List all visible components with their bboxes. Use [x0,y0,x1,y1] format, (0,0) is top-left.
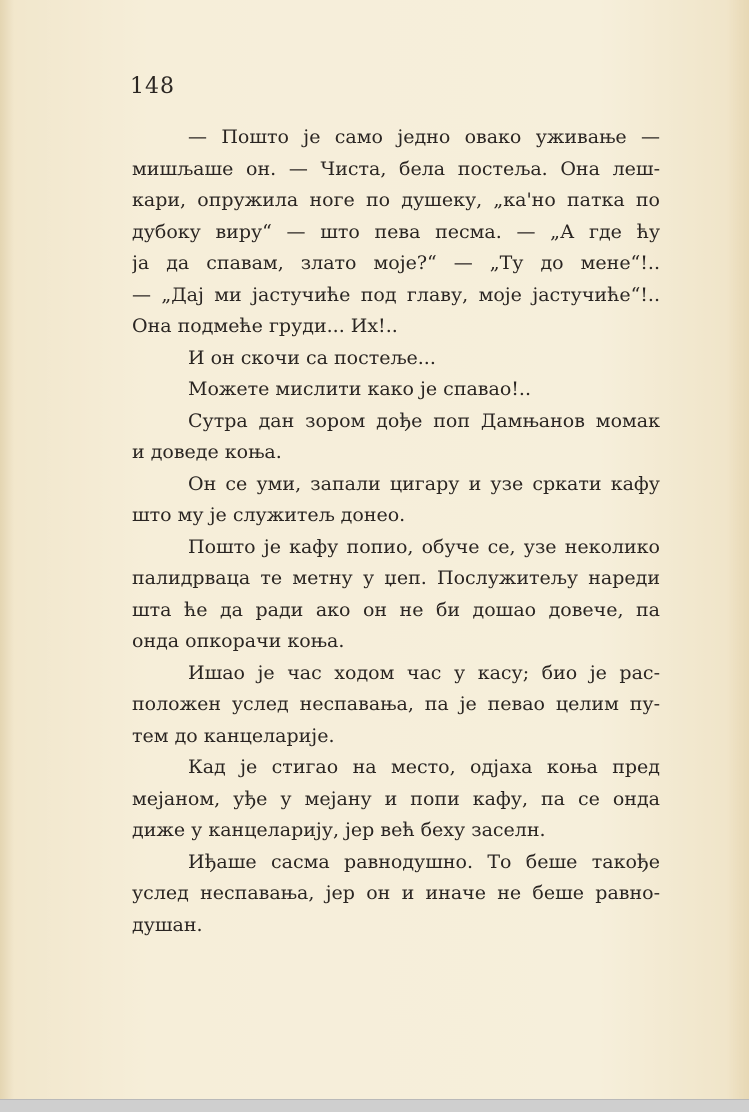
text-line: Она подмеће груди... Их!.. [132,315,398,337]
text-line: шта ће да ради ако он не би дошао довече, па [132,598,660,621]
text-line: Он се уми, запали цигару и узе сркати кафу [188,472,660,495]
text-line: Кад је стигао на место, одјаха коња пред [188,756,660,778]
text-line: мишљаше он. — Чиста, бела постеља. Она леш- [132,157,660,180]
text-line: — Пошто је само једно овако уживање — [188,126,660,148]
text-line: тем до канцеларије. [132,724,335,747]
text-line: палидрваца те метну у џеп. Послужитељу нареди [132,567,660,589]
page-left-shadow [0,0,14,1112]
text-line: и доведе коња. [132,441,282,463]
text-line: Пошто је кафу попио, обуче се, узе неколико [188,535,660,558]
page-number: 148 [130,74,175,99]
text-line: ја да спавам, злато моје?“ — „Ту до мене“!.. [132,252,660,274]
text-line: И он скочи са постеље... [188,346,436,369]
text-line: што му је служитељ донео. [132,504,406,526]
text-line: Можете мислити како је спавао!.. [188,378,531,400]
text-line: положен услед неспавања, па је певао целим пу- [132,693,660,715]
text-line: услед неспавања, јер он и иначе не беше равно- [132,882,660,904]
text-line: кари, опружила ноге по душеку, „ка'но патка по [132,189,660,211]
text-line: — „Дај ми јастучиће под главу, моје јастучиће“!.. [132,283,660,306]
text-line: дубоку виру“ — што пева песма. — „А где ћу [132,220,660,243]
text-line: Иђаше сасма равнодушно. То беше такође [188,850,660,873]
scan-bottom-border [0,1099,749,1112]
text-line: душан. [132,913,203,936]
text-line: Сутра дан зором дође поп Дамњанов момак [188,409,660,432]
body-text [132,122,660,941]
text-line: мејаном, уђе у мејану и попи кафу, па се онда [132,787,660,810]
text-line: онда опкорачи коња. [132,630,345,652]
text-line: Ишао је час ходом час у касу; био је рас- [188,661,660,684]
page-right-shadow [727,0,749,1112]
text-line: диже у канцеларију, јер већ беху заселн. [132,819,546,841]
